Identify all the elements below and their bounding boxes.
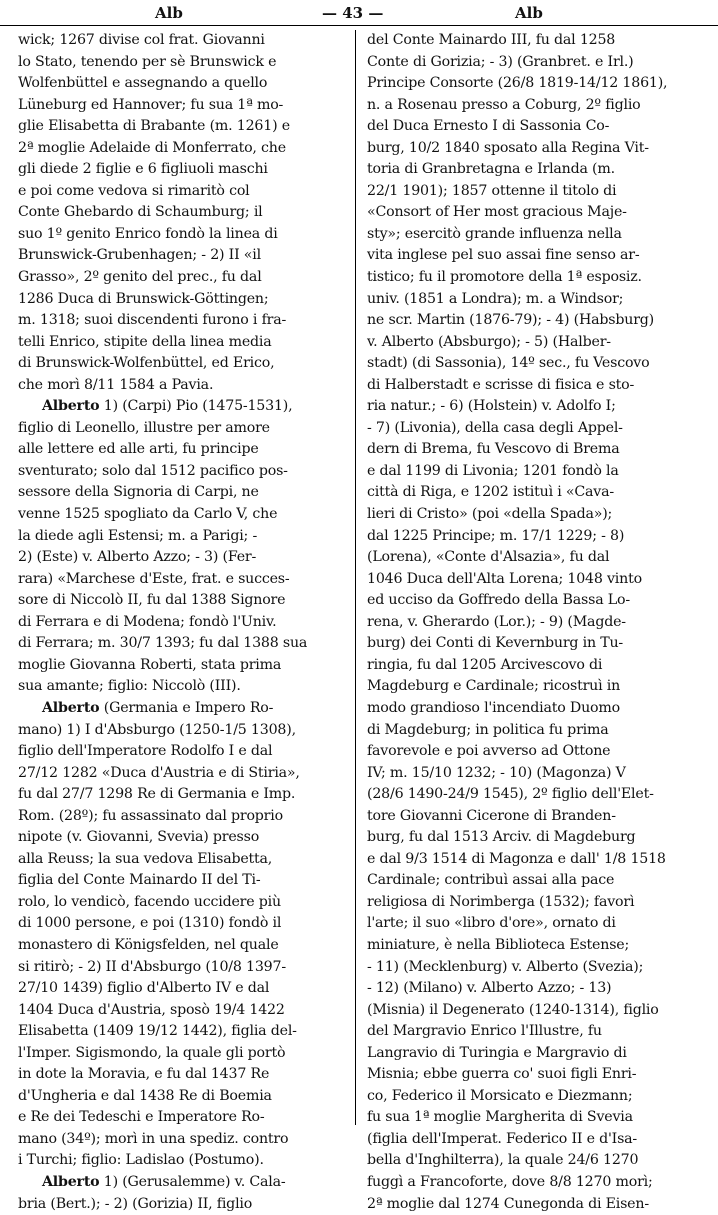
line-text: 1404 Duca d'Austria, sposò 19/4 1422 bbox=[18, 1001, 285, 1018]
text-line bbox=[367, 418, 705, 440]
line-text: glie Elisabetta di Brabante (m. 1261) e bbox=[18, 118, 290, 135]
line-text: di Ferrara e di Modena; fondò l'Univ. bbox=[18, 613, 277, 630]
line-text: suo 1º genito Enrico fondò la linea di bbox=[18, 225, 278, 242]
text-line bbox=[18, 30, 356, 52]
text-line bbox=[18, 267, 356, 289]
line-text: IV; m. 15/10 1232; - 10) (Magonza) V bbox=[367, 764, 626, 781]
line-text: fu sua 1ª moglie Margherita di Svevia bbox=[367, 1109, 633, 1126]
text-line bbox=[18, 95, 356, 117]
line-text: Elisabetta (1409 19/12 1442), figlia del- bbox=[18, 1023, 297, 1040]
text-line bbox=[18, 957, 356, 979]
text-line bbox=[18, 482, 356, 504]
text-line bbox=[367, 1129, 705, 1151]
text-line bbox=[18, 763, 356, 785]
text-line bbox=[18, 461, 356, 483]
line-text: di 1000 persone, e poi (1310) fondò il bbox=[18, 915, 282, 932]
line-text: alla Reuss; la sua vedova Elisabetta, bbox=[18, 850, 273, 867]
line-text: lieri di Cristo» (poi «della Spada»); bbox=[367, 506, 613, 523]
line-text: e dal 1199 di Livonia; 1201 fondò la bbox=[367, 462, 619, 479]
text-line bbox=[18, 633, 356, 655]
right-text-column bbox=[367, 30, 705, 1212]
text-line bbox=[18, 741, 356, 763]
text-line bbox=[18, 202, 356, 224]
header-right-guideword: Alb bbox=[515, 4, 543, 22]
line-text: burg, fu dal 1513 Arciv. di Magdeburg bbox=[367, 829, 636, 846]
entry-headword: Alberto bbox=[42, 1173, 100, 1190]
text-line bbox=[367, 547, 705, 569]
text-line bbox=[18, 827, 356, 849]
text-line bbox=[367, 1064, 705, 1086]
line-text: mano) 1) I d'Absburgo (1250-1/5 1308), bbox=[18, 721, 296, 738]
text-line bbox=[367, 1043, 705, 1065]
text-line bbox=[18, 784, 356, 806]
text-line bbox=[367, 439, 705, 461]
line-text: Lüneburg ed Hannover; fu sua 1ª mo- bbox=[18, 96, 284, 113]
text-line bbox=[18, 720, 356, 742]
line-text: 2ª moglie dal 1274 Cunegonda di Eisen- bbox=[367, 1195, 649, 1212]
line-text: Langravio di Turingia e Margravio di bbox=[367, 1044, 627, 1061]
text-line bbox=[367, 95, 705, 117]
line-text: Magdeburg e Cardinale; ricostruì in bbox=[367, 678, 621, 695]
line-text: rara) «Marchese d'Este, frat. e succes- bbox=[18, 570, 290, 587]
text-line bbox=[367, 138, 705, 160]
line-text: burg) dei Conti di Kevernburg in Tu- bbox=[367, 635, 623, 652]
text-line bbox=[18, 547, 356, 569]
line-text: v. Alberto (Absburgo); - 5) (Halber- bbox=[367, 333, 611, 350]
text-line bbox=[367, 482, 705, 504]
line-text: e dal 9/3 1514 di Magonza e dall' 1/8 1518 bbox=[367, 850, 666, 867]
text-line bbox=[367, 978, 705, 1000]
text-line bbox=[18, 655, 356, 677]
line-text: - 11) (Mecklenburg) v. Alberto (Svezia); bbox=[367, 958, 644, 975]
text-line bbox=[18, 612, 356, 634]
column-divider bbox=[355, 30, 356, 1125]
line-text: 2ª moglie Adelaide di Monferrato, che bbox=[18, 139, 286, 156]
text-line bbox=[367, 353, 705, 375]
text-line bbox=[367, 1194, 705, 1215]
line-text: figlia del Conte Mainardo II del Ti- bbox=[18, 872, 261, 889]
line-text: ringia, fu dal 1205 Arcivescovo di bbox=[367, 656, 603, 673]
text-line bbox=[18, 526, 356, 548]
line-text: burg, 10/2 1840 sposato alla Regina Vit- bbox=[367, 139, 649, 156]
line-text: dern di Brema, fu Vescovo di Brema bbox=[367, 441, 620, 458]
text-line bbox=[367, 698, 705, 720]
line-text: lo Stato, tenendo per sè Brunswick e bbox=[18, 53, 277, 70]
text-line bbox=[367, 720, 705, 742]
text-line bbox=[367, 30, 705, 52]
text-line bbox=[18, 698, 356, 720]
line-text: si ritirò; - 2) II d'Absburgo (10/8 1397- bbox=[18, 958, 286, 975]
text-line bbox=[367, 116, 705, 138]
line-text: (Misnia) il Degenerato (1240-1314), figlio bbox=[367, 1001, 659, 1018]
text-line bbox=[367, 935, 705, 957]
line-text: l'Imper. Sigismondo, la quale gli portò bbox=[18, 1044, 286, 1061]
text-line bbox=[18, 1064, 356, 1086]
text-line bbox=[367, 1000, 705, 1022]
line-text: (28/6 1490-24/9 1545), 2º figlio dell'Elet- bbox=[367, 786, 654, 803]
text-line bbox=[18, 1000, 356, 1022]
line-text: dal 1225 Principe; m. 17/1 1229; - 8) bbox=[367, 527, 625, 544]
line-text: i Turchi; figlio: Ladislao (Postumo). bbox=[18, 1152, 264, 1169]
line-text: n. a Rosenau presso a Coburg, 2º figlio bbox=[367, 96, 641, 113]
text-line bbox=[367, 504, 705, 526]
line-text: ne scr. Martin (1876-79); - 4) (Habsburg) bbox=[367, 312, 654, 329]
line-text: che morì 8/11 1584 a Pavia. bbox=[18, 376, 214, 393]
line-text: di Magdeburg; in politica fu prima bbox=[367, 721, 609, 738]
line-text: bria (Bert.); - 2) (Gorizia) II, figlio bbox=[18, 1195, 253, 1212]
text-line bbox=[18, 892, 356, 914]
line-text: e poi come vedova si rimaritò col bbox=[18, 182, 250, 199]
text-line bbox=[367, 310, 705, 332]
text-line bbox=[367, 633, 705, 655]
line-text: Grasso», 2º genito del prec., fu dal bbox=[18, 269, 262, 286]
line-text: telli Enrico, stipite della linea media bbox=[18, 333, 272, 350]
text-line bbox=[18, 676, 356, 698]
text-line bbox=[367, 913, 705, 935]
text-line bbox=[18, 1021, 356, 1043]
text-line bbox=[18, 375, 356, 397]
text-line bbox=[367, 741, 705, 763]
text-line bbox=[18, 418, 356, 440]
text-line bbox=[367, 655, 705, 677]
line-text: 1) (Carpi) Pio (1475-1531), bbox=[99, 398, 293, 415]
text-line bbox=[367, 827, 705, 849]
line-text: 1046 Duca dell'Alta Lorena; 1048 vinto bbox=[367, 570, 642, 587]
entry-headword: Alberto bbox=[42, 398, 100, 415]
text-line bbox=[18, 353, 356, 375]
line-text: nipote (v. Giovanni, Svevia) presso bbox=[18, 829, 260, 846]
line-text: sty»; esercitò grande influenza nella bbox=[367, 225, 622, 242]
text-line bbox=[367, 245, 705, 267]
text-line bbox=[367, 1150, 705, 1172]
line-text: univ. (1851 a Londra); m. a Windsor; bbox=[367, 290, 624, 307]
line-text: 27/12 1282 «Duca d'Austria e di Stiria», bbox=[18, 764, 300, 781]
line-text: 27/10 1439) figlio d'Alberto IV e dal bbox=[18, 980, 270, 997]
text-line bbox=[367, 1021, 705, 1043]
line-text: (Lorena), «Conte d'Alsazia», fu dal bbox=[367, 549, 610, 566]
line-text: Conte di Gorizia; - 3) (Granbret. e Irl.) bbox=[367, 53, 634, 70]
text-line bbox=[18, 159, 356, 181]
text-line bbox=[367, 676, 705, 698]
line-text: del Duca Ernesto I di Sassonia Co- bbox=[367, 118, 610, 135]
text-line bbox=[18, 439, 356, 461]
text-line bbox=[367, 957, 705, 979]
line-text: ria natur.; - 6) (Holstein) v. Adolfo I; bbox=[367, 398, 616, 415]
line-text: Conte Ghebardo di Schaumburg; il bbox=[18, 204, 263, 221]
text-line bbox=[367, 332, 705, 354]
line-text: moglie Giovanna Roberti, stata prima bbox=[18, 656, 282, 673]
text-line bbox=[367, 159, 705, 181]
text-line bbox=[18, 806, 356, 828]
line-text: co, Federico il Morsicato e Diezmann; bbox=[367, 1087, 633, 1104]
text-line bbox=[18, 849, 356, 871]
line-text: 2) (Este) v. Alberto Azzo; - 3) (Fer- bbox=[18, 549, 257, 566]
line-text: di Halberstadt e scrisse di fisica e sto- bbox=[367, 376, 635, 393]
line-text: «Consort of Her most gracious Maje- bbox=[367, 204, 627, 221]
text-line bbox=[367, 375, 705, 397]
line-text: Brunswick-Grubenhagen; - 2) II «il bbox=[18, 247, 261, 264]
line-text: la diede agli Estensi; m. a Parigi; - bbox=[18, 527, 258, 544]
text-line bbox=[367, 806, 705, 828]
text-line bbox=[18, 116, 356, 138]
line-text: gli diede 2 figlie e 6 figliuoli maschi bbox=[18, 161, 268, 178]
text-line bbox=[367, 52, 705, 74]
line-text: Rom. (28º); fu assassinato dal proprio bbox=[18, 807, 283, 824]
line-text: bella d'Inghilterra), la quale 24/6 1270 bbox=[367, 1152, 639, 1169]
text-line bbox=[18, 1194, 356, 1215]
text-line bbox=[18, 310, 356, 332]
line-text: sore di Niccolò II, fu dal 1388 Signore bbox=[18, 592, 286, 609]
text-line bbox=[18, 73, 356, 95]
text-line bbox=[367, 892, 705, 914]
text-line bbox=[18, 1107, 356, 1129]
line-text: religiosa di Norimberga (1532); favorì bbox=[367, 893, 635, 910]
text-line bbox=[18, 224, 356, 246]
text-line bbox=[18, 1129, 356, 1151]
line-text: e Re dei Tedeschi e Imperatore Ro- bbox=[18, 1109, 265, 1126]
text-line bbox=[367, 202, 705, 224]
line-text: - 7) (Livonia), della casa degli Appel- bbox=[367, 419, 623, 436]
line-text: alle lettere ed alle arti, fu principe bbox=[18, 441, 259, 458]
text-line bbox=[367, 569, 705, 591]
text-line bbox=[18, 181, 356, 203]
text-line bbox=[367, 267, 705, 289]
line-text: di Brunswick-Wolfenbüttel, ed Erico, bbox=[18, 355, 275, 372]
text-line bbox=[18, 913, 356, 935]
line-text: di Ferrara; m. 30/7 1393; fu dal 1388 sua bbox=[18, 635, 308, 652]
line-text: toria di Granbretagna e Irlanda (m. bbox=[367, 161, 615, 178]
text-line bbox=[367, 73, 705, 95]
text-line bbox=[367, 526, 705, 548]
line-text: l'arte; il suo «libro d'ore», ornato di bbox=[367, 915, 616, 932]
line-text: wick; 1267 divise col frat. Giovanni bbox=[18, 32, 265, 48]
text-line bbox=[367, 612, 705, 634]
line-text: ed ucciso da Goffredo della Bassa Lo- bbox=[367, 592, 630, 609]
line-text: sessore della Signoria di Carpi, ne bbox=[18, 484, 259, 501]
line-text: rolo, lo vendicò, facendo uccidere più bbox=[18, 893, 281, 910]
line-text: sua amante; figlio: Niccolò (III). bbox=[18, 678, 241, 695]
line-text: favorevole e poi avverso ad Ottone bbox=[367, 743, 611, 760]
line-text: venne 1525 spogliato da Carlo V, che bbox=[18, 506, 278, 523]
text-line bbox=[18, 870, 356, 892]
text-line bbox=[18, 978, 356, 1000]
text-line bbox=[18, 289, 356, 311]
text-line bbox=[367, 181, 705, 203]
text-line bbox=[18, 245, 356, 267]
line-text: del Margravio Enrico l'Illustre, fu bbox=[367, 1023, 602, 1040]
text-line bbox=[18, 504, 356, 526]
text-line bbox=[18, 1172, 356, 1194]
text-line bbox=[367, 461, 705, 483]
line-text: miniature, è nella Biblioteca Estense; bbox=[367, 936, 630, 953]
text-line bbox=[18, 1086, 356, 1108]
text-line bbox=[367, 1107, 705, 1129]
page-header bbox=[0, 0, 718, 26]
line-text: figlio di Leonello, illustre per amore bbox=[18, 419, 270, 436]
text-line bbox=[367, 849, 705, 871]
line-text: - 12) (Milano) v. Alberto Azzo; - 13) bbox=[367, 980, 612, 997]
left-text-column bbox=[18, 30, 356, 1212]
text-line bbox=[367, 396, 705, 418]
text-line bbox=[367, 784, 705, 806]
line-text: (Germania e Impero Ro- bbox=[99, 699, 274, 716]
line-text: in dote la Moravia, e fu dal 1437 Re bbox=[18, 1066, 270, 1083]
text-line bbox=[367, 1086, 705, 1108]
line-text: fuggì a Francoforte, dove 8/8 1270 morì; bbox=[367, 1173, 653, 1190]
line-text: stadt) (di Sassonia), 14º sec., fu Vescovo bbox=[367, 355, 650, 372]
text-line bbox=[18, 569, 356, 591]
text-line bbox=[18, 332, 356, 354]
line-text: monastero di Königsfelden, nel quale bbox=[18, 936, 279, 953]
line-text: 22/1 1901); 1857 ottenne il titolo di bbox=[367, 182, 617, 199]
text-line bbox=[367, 224, 705, 246]
text-line bbox=[367, 763, 705, 785]
line-text: Wolfenbüttel e assegnando a quello bbox=[18, 75, 268, 92]
text-line bbox=[367, 1172, 705, 1194]
text-line bbox=[367, 289, 705, 311]
line-text: Cardinale; contribuì assai alla pace bbox=[367, 872, 615, 889]
line-text: tore Giovanni Cicerone di Branden- bbox=[367, 807, 616, 824]
line-text: modo grandioso l'incendiato Duomo bbox=[367, 699, 620, 716]
line-text: 1) (Gerusalemme) v. Cala- bbox=[99, 1173, 286, 1190]
line-text: mano (34º); morì in una spediz. contro bbox=[18, 1130, 289, 1147]
text-line bbox=[18, 52, 356, 74]
line-text: figlio dell'Imperatore Rodolfo I e dal bbox=[18, 743, 273, 760]
line-text: città di Riga, e 1202 istituì i «Cava- bbox=[367, 484, 614, 501]
line-text: fu dal 27/7 1298 Re di Germania e Imp. bbox=[18, 786, 296, 803]
entry-headword: Alberto bbox=[42, 699, 100, 716]
text-line bbox=[18, 138, 356, 160]
header-left-guideword: Alb bbox=[155, 4, 183, 22]
line-text: rena, v. Gherardo (Lor.); - 9) (Magde- bbox=[367, 613, 626, 630]
line-text: 1286 Duca di Brunswick-Göttingen; bbox=[18, 290, 269, 307]
text-line bbox=[18, 1043, 356, 1065]
line-text: d'Ungheria e dal 1438 Re di Boemia bbox=[18, 1087, 272, 1104]
line-text: m. 1318; suoi discendenti furono i fra- bbox=[18, 312, 287, 329]
text-line bbox=[367, 870, 705, 892]
line-text: Principe Consorte (26/8 1819-14/12 1861), bbox=[367, 75, 668, 92]
text-line bbox=[18, 1150, 356, 1172]
line-text: Misnia; ebbe guerra co' suoi figli Enri- bbox=[367, 1066, 637, 1083]
line-text: del Conte Mainardo III, fu dal 1258 bbox=[367, 32, 616, 48]
line-text: tistico; fu il promotore della 1ª esposiz. bbox=[367, 269, 642, 286]
line-text: sventurato; solo dal 1512 pacifico pos- bbox=[18, 462, 288, 479]
page-number: — 43 — bbox=[322, 4, 384, 22]
line-text: (figlia dell'Imperat. Federico II e d'Isa- bbox=[367, 1130, 638, 1147]
text-line bbox=[18, 396, 356, 418]
text-line bbox=[18, 935, 356, 957]
text-line bbox=[18, 590, 356, 612]
line-text: vita inglese pel suo assai fine senso ar- bbox=[367, 247, 640, 264]
text-line bbox=[367, 590, 705, 612]
